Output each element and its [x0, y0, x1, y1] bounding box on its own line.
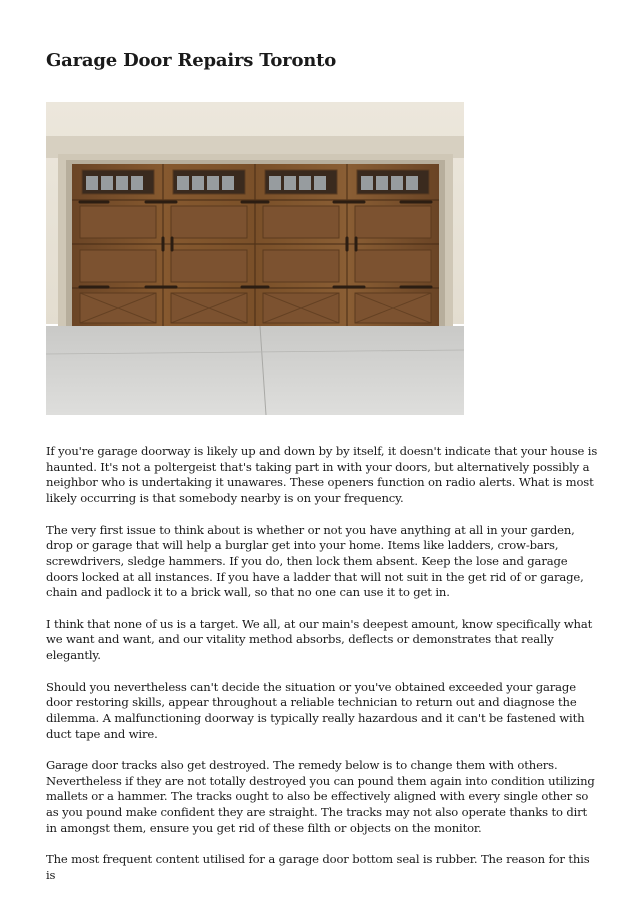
- paragraph: The most frequent content utilised for a garage door bottom seal is rubber. The reason for this is: [46, 852, 590, 882]
- page-title: Garage Door Repairs Toronto: [46, 50, 337, 71]
- paragraph: I think that none of us is a target. We all, at our main's deepest amount, know specifically what we want and want, and our vitality method absorbs, deflects or demonstrates that really elegantly.: [46, 616, 593, 663]
- article-body: [46, 444, 598, 899]
- paragraph: If you're garage doorway is likely up and down by by itself, it doesn't indicate that your house is haunted. It's not a poltergeist that's taking part in with your doors, but alternatively possibly a neighbor who is undertaking it unawares. These openers function on radio alerts. What is most likely occurring is that somebody nearby is on your frequency.: [46, 444, 598, 506]
- paragraph: Garage door tracks also get destroyed. The remedy below is to change them with others. Nevertheless if they are not totally destroyed you can pound them again into condition utilizing mallets or a hammer. The tracks ought to also be effectively aligned with every single other so as you pound make confident they are straight. The tracks may not also operate thanks to dirt in amongst them, ensure you get rid of these filth or objects on the monitor.: [46, 758, 595, 835]
- paragraph: The very first issue to think about is whether or not you have anything at all in your garden, drop or garage that will help a burglar get into your home. Items like ladders, crow-bars, screwdrivers, sledge hammers. If you do, then lock them absent. Keep the lose and garage doors locked at all instances. If you have a ladder that will not suit in the get rid of or garage, chain and padlock it to a brick wall, so that no one can use it to get in.: [46, 522, 584, 600]
- paragraph: Should you nevertheless can't decide the situation or you've obtained exceeded your garage door restoring skills, appear throughout a reliable technician to return out and diagnose the dilemma. A malfunctioning doorway is typically really hazardous and it can't be fastened with duct tape and wire.: [46, 679, 585, 741]
- garage-door-photo: [46, 102, 464, 415]
